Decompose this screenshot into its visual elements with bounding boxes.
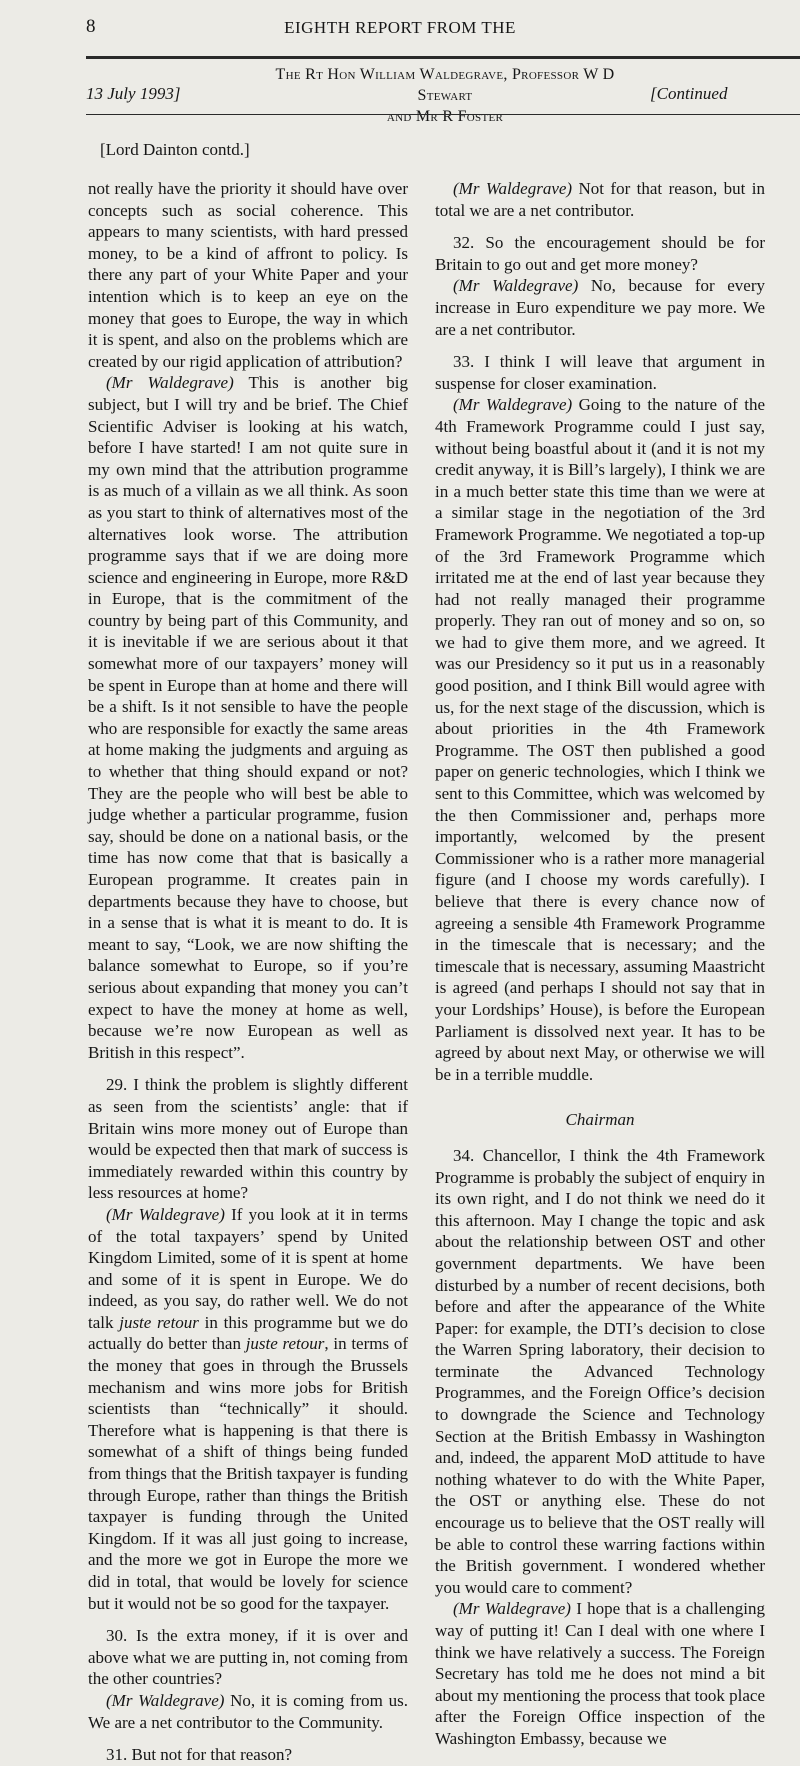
answer-text: in this programme but we do actually do better than — [88, 1312, 408, 1354]
witness-names-line-2: and Mr R Foster — [386, 108, 504, 125]
header-rule-top — [86, 56, 800, 59]
question-paragraph: 33. I think I will leave that argument in suspense for closer examination. — [435, 352, 765, 393]
answer-paragraph — [88, 1204, 408, 1614]
answer-text: If you look at it in terms of the total taxpayers’ spend by United Kingdom Limited, some of it is spent at home and some of it is spent in Europe. We do indeed, as you say, do rather well. We do not talk — [88, 1204, 408, 1332]
answer-paragraph — [435, 275, 765, 340]
answer-paragraph — [88, 372, 408, 1063]
answer-text: Going to the nature of the 4th Framework Programme could I just say, without being boastful about it (and it is not my credit anyway, it is Bill’s largely), I think we are in a much better state this time than we were at a similar stage in the negotiation of the 3rd Framework Programme. We negotiated a top-up of the 3rd Framework Programme which irritated me at the end of last year because they had not really managed their programme properly. They ran out of money and so on, so we had to give them more, and we agreed. It was our Presidency so it put us in a reasonably good position, and I think Bill would agree with us, for the next stage of the discussion, which is about priorities in the 4th Framework Programme. The OST then published a good paper on generic technologies, which I think we sent to this Committee, which was welcomed by the then Commissioner and, perhaps more importantly, welcomed by the present Commissioner who is a rather more managerial figure (and I choose my words carefully). I believe that there is every chance now of agreeing a sensible 4th Framework Programme in the timescale that is necessary; and the timescale that is necessary, assuming Maastricht is agreed (and perhaps I should not say that in your Lordships’ House), is before the European Parliament is dissolved next year. It has to be agreed by about next May, or otherwise we will be in a terrible muddle. — [435, 395, 765, 1084]
answer-paragraph — [435, 1598, 765, 1749]
answer-text: I hope that is a challenging way of putting it! Can I deal with one where I think we have relatively a success. The Foreign Secretary has told me he does not mind a bit about my mentioning the process that took place after the Foreign Office inspection of the Washington Embassy, because we — [435, 1599, 766, 1748]
answer-paragraph — [435, 178, 765, 221]
answer-paragraph — [435, 394, 765, 1085]
question-paragraph: 30. Is the extra money, if it is over and above what we are putting in, not coming from the other countries? — [88, 1626, 408, 1689]
speaker-name: (Mr Waldegrave) — [453, 179, 573, 198]
answer-text: No, it is coming from us. We are a net contributor to the Community. — [88, 1690, 408, 1732]
right-column — [435, 178, 765, 1750]
left-column — [88, 178, 408, 1766]
answer-text: Not for that reason, but in total we are a net contributor. — [435, 179, 765, 220]
question-paragraph: 32. So the encouragement should be for Britain to go out and get more money? — [435, 233, 765, 274]
foreign-term: juste retour — [245, 1334, 325, 1354]
speaker-name: (Mr Waldegrave) — [106, 1690, 225, 1710]
session-date: 13 July 1993] — [86, 84, 181, 103]
foreign-term: juste retour — [119, 1312, 199, 1332]
answer-text: This is another big subject, but I will try and be brief. The Chief Scientific Adviser is looking at his watch, before I have started! I am not quite sure in my own mind that the attribution programme is as much of a villain as we all think. As soon as you start to think of alternatives most of the alternatives look worse. The attribution programme says that if we are doing more science and engineering in Europe, more R&D in Europe, that is the commitment of the country by being part of this Community, and it is inevitable if we are serious about it that somewhat more of our taxpayers’ money will be spent in Europe than at home and there will be a shift. Is it not sensible to have the people who are responsible for exactly the same areas at home making the judgments and arguing as to whether that thing should expand or not? They are the people who will best be able to judge whether a particular programme, fusion say, should be done on a national basis, or the time has now come that that is basically a European programme. It creates pain in departments because they have to choose, but in a sense that is what it is meant to do. It is meant to say, “Look, we are now shifting the balance somewhat to Europe, so if you’re serious about expanding that money you can’t expect to have the money at home as well, because we’re now European as well as British in this respect”. — [88, 373, 408, 1062]
answer-text: , in terms of the money that goes in through the Brussels mechanism and wins more jobs for British scientists than “technically” it should. Therefore what is happening is that there is somewhat of a shift of things being funded from things that the British taxpayer is funding through Europe, rather than things the British taxpayer is funding through the United Kingdom. If it was all just going to increase, and the more we got in Europe the more we did in total, that would be lovely for science but it would not be so good for the taxpayer. — [88, 1334, 408, 1613]
running-head: EIGHTH REPORT FROM THE — [284, 18, 516, 37]
witness-names — [250, 64, 640, 127]
speaker-name: (Mr Waldegrave) — [106, 1204, 225, 1224]
witness-names-line-1: The Rt Hon William Waldegrave, Professor W D Stewart — [275, 66, 615, 104]
answer-paragraph — [88, 1690, 408, 1733]
answer-text: No, because for every increase in Euro expenditure we pay more. We are a net contributor. — [435, 276, 765, 339]
chairman-heading: Chairman — [565, 1110, 635, 1130]
page-number: 8 — [86, 16, 96, 37]
question-paragraph: 34. Chancellor, I think the 4th Framework Programme is probably the subject of enquiry in its own right, and I do not think we need do it this afternoon. May I change the topic and ask about the relationship between OST and other government departments. We have been disturbed by a number of recent decisions, both before and after the appearance of the White Paper: for example, the DTI’s decision to close the Warren Spring laboratory, their decision to terminate the Advanced Technology Programmes, and the Foreign Office’s decision to downgrade the Science and Technology Section at the British Embassy in Washington and, indeed, the apparent MoD attitude to have nothing whatever to do with the White Paper, the OST or anything else. These do not encourage us to believe that the OST really will be able to control these warring factions within the British government. I wondered whether you would care to comment? — [435, 1145, 765, 1597]
header-rule-bottom — [86, 114, 800, 115]
question-paragraph: 29. I think the problem is slightly different as seen from the scientists’ angle: that if Britain wins more money out of Europe than would be expected then that mark of success is immediately rewarded within this country by less resources at home? — [88, 1075, 408, 1203]
speaker-name: (Mr Waldegrave) — [453, 1599, 571, 1619]
question-paragraph: 31. But not for that reason? — [106, 1745, 293, 1765]
speaker-name: (Mr Waldegrave) — [453, 276, 579, 296]
speaker-label: [Lord Dainton contd.] — [100, 140, 250, 159]
speaker-name: (Mr Waldegrave) — [106, 373, 234, 393]
paragraph: not really have the priority it should have over concepts such as social coherence. This appears to many scientists, with hard pressed money, to be a kind of affront to policy. Is there any part of your White Paper and your intention which is to keep an eye on the money that goes to Europe, the way in which it is spent, and also on the problems which are created by our rigid application of attribution? — [88, 179, 408, 371]
continued-marker: [Continued — [650, 84, 728, 103]
speaker-name: (Mr Waldegrave) — [453, 395, 573, 415]
